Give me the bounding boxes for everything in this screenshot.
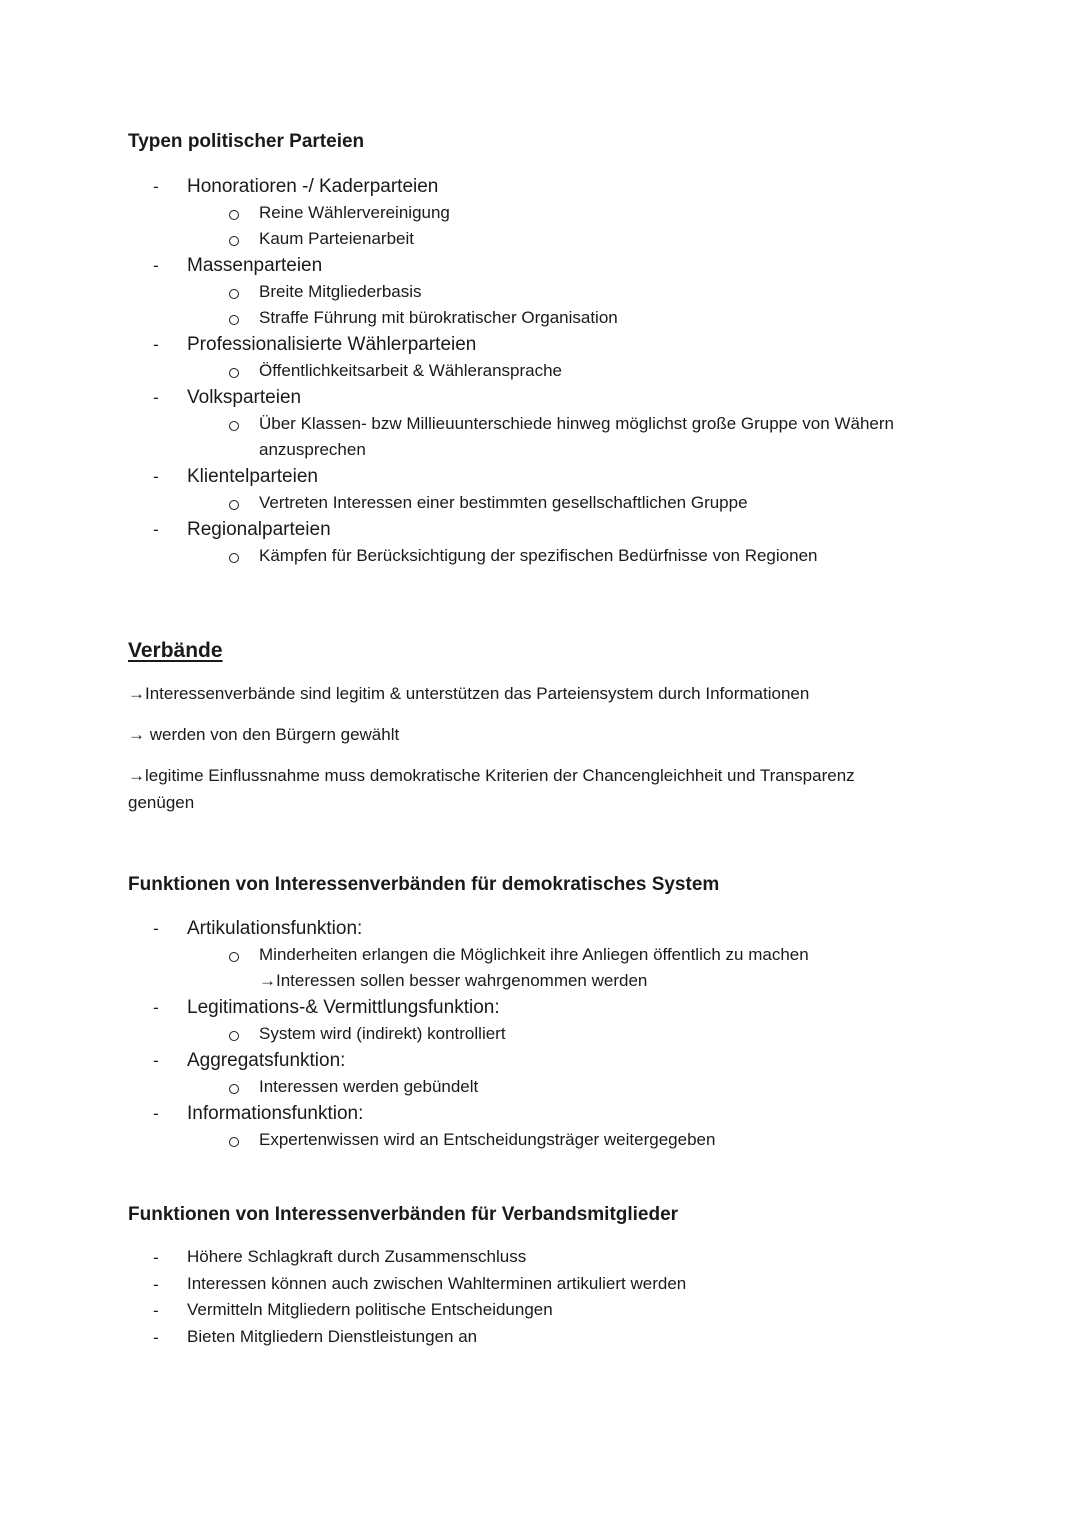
arrow-statement: → werden von den Bürgern gewählt [128,725,400,744]
list-item: - Informationsfunktion: Expertenwissen wird an Entscheidungsträger weitergegeben [128,1100,968,1153]
arrow-right-icon: → [128,766,145,785]
circle-bullet-icon [229,210,239,220]
list-item: - Massenparteien Breite Mitgliederbasis Straffe Führung mit bürokratischer Organisation [128,252,968,331]
circle-bullet-icon [229,1137,239,1147]
section-title: Funktionen von Interessenverbänden für demokratisches System [128,874,720,895]
sub-item: Öffentlichkeitsarbeit & Wähleransprache [187,358,968,384]
sub-item: Über Klassen- bzw Millieuunterschiede hinweg möglichst große Gruppe von Wähern anzusprechen [187,411,968,463]
circle-bullet-icon [229,1031,239,1041]
sub-item: Kaum Parteienarbeit [187,226,968,252]
dash-bullet: - [153,919,159,938]
arrow-right-icon: → [259,971,276,990]
list-item: - Klientelparteien Vertreten Interessen einer bestimmten gesellschaftlichen Gruppe [128,463,968,516]
dash-bullet: - [153,335,159,354]
dash-bullet: - [153,1248,159,1267]
circle-bullet-icon [229,421,239,431]
list-item: - Höhere Schlagkraft durch Zusammenschluss [128,1244,968,1271]
list-item: - Professionalisierte Wählerparteien Öffentlichkeitsarbeit & Wähleransprache [128,331,968,384]
sub-item: Kämpfen für Berücksichtigung der spezifischen Bedürfnisse von Regionen [187,543,968,569]
dash-bullet: - [153,1104,159,1123]
list-item: - Honoratioren -/ Kaderparteien Reine Wählervereinigung Kaum Parteienarbeit [128,173,968,252]
dash-bullet: - [153,388,159,407]
dash-bullet: - [153,1274,159,1294]
circle-bullet-icon [229,368,239,378]
list-item: - Vermitteln Mitgliedern politische Entscheidungen [128,1297,968,1324]
section-title: Typen politischer Parteien [128,131,365,152]
dash-bullet: - [153,1051,159,1070]
sub-item: System wird (indirekt) kontrolliert [187,1021,968,1047]
sub-item: Straffe Führung mit bürokratischer Organisation [187,305,968,331]
list-item: - Interessen können auch zwischen Wahlterminen artikuliert werden [128,1271,968,1298]
list-item: - Regionalparteien Kämpfen für Berücksichtigung der spezifischen Bedürfnisse von Regionen [128,516,968,569]
sub-item: Breite Mitgliederbasis [187,279,968,305]
dash-bullet: - [153,520,159,539]
circle-bullet-icon [229,952,239,962]
circle-bullet-icon [229,553,239,563]
list-item: - Bieten Mitgliedern Dienstleistungen an [128,1324,968,1351]
list-item: - Aggregatsfunktion: Interessen werden gebündelt [128,1047,968,1100]
dash-bullet: - [153,1327,159,1347]
dash-bullet: - [153,177,159,196]
circle-bullet-icon [229,236,239,246]
page-heading: Verbände [128,639,223,662]
section-verbaende [128,638,968,816]
function-list [128,915,968,1153]
circle-bullet-icon [229,289,239,299]
dash-bullet: - [153,1301,159,1320]
list-item: - Legitimations-& Vermittlungsfunktion: System wird (indirekt) kontrolliert [128,994,968,1047]
arrow-right-icon: → [128,725,145,744]
sub-item: Reine Wählervereinigung [187,200,968,226]
party-type-list [128,173,968,569]
circle-bullet-icon [229,315,239,325]
arrow-statement: →legitime Einflussnahme muss demokratische Kriterien der Chancengleichheit und Transparenz genügen [128,766,855,812]
circle-bullet-icon [229,500,239,510]
list-item: - Volksparteien Über Klassen- bzw Millieuunterschiede hinweg möglichst große Gruppe von Wähern anzusprechen [128,384,968,463]
section-functions-system [128,873,968,1153]
section-party-types [128,130,968,569]
dash-bullet: - [153,467,159,486]
dash-bullet: - [153,256,159,275]
section-title: Funktionen von Interessenverbänden für Verbandsmitglieder [128,1204,679,1225]
list-item: - Artikulationsfunktion: Minderheiten erlangen die Möglichkeit ihre Anliegen öffentlich zu machen →Interessen sollen besser wahrgenommen werden [128,915,968,994]
sub-item: Minderheiten erlangen die Möglichkeit ihre Anliegen öffentlich zu machen →Interessen sollen besser wahrgenommen werden [187,942,968,994]
sub-item: Expertenwissen wird an Entscheidungsträger weitergegeben [187,1127,968,1153]
sub-item: Vertreten Interessen einer bestimmten gesellschaftlichen Gruppe [187,490,968,516]
circle-bullet-icon [229,1084,239,1094]
member-function-list [128,1244,968,1350]
arrow-right-icon: → [128,684,145,703]
sub-item: Interessen werden gebündelt [187,1074,968,1100]
dash-bullet: - [153,998,159,1017]
section-functions-members [128,1203,968,1350]
arrow-statement: →Interessenverbände sind legitim & unterstützen das Parteiensystem durch Informationen [128,684,810,703]
